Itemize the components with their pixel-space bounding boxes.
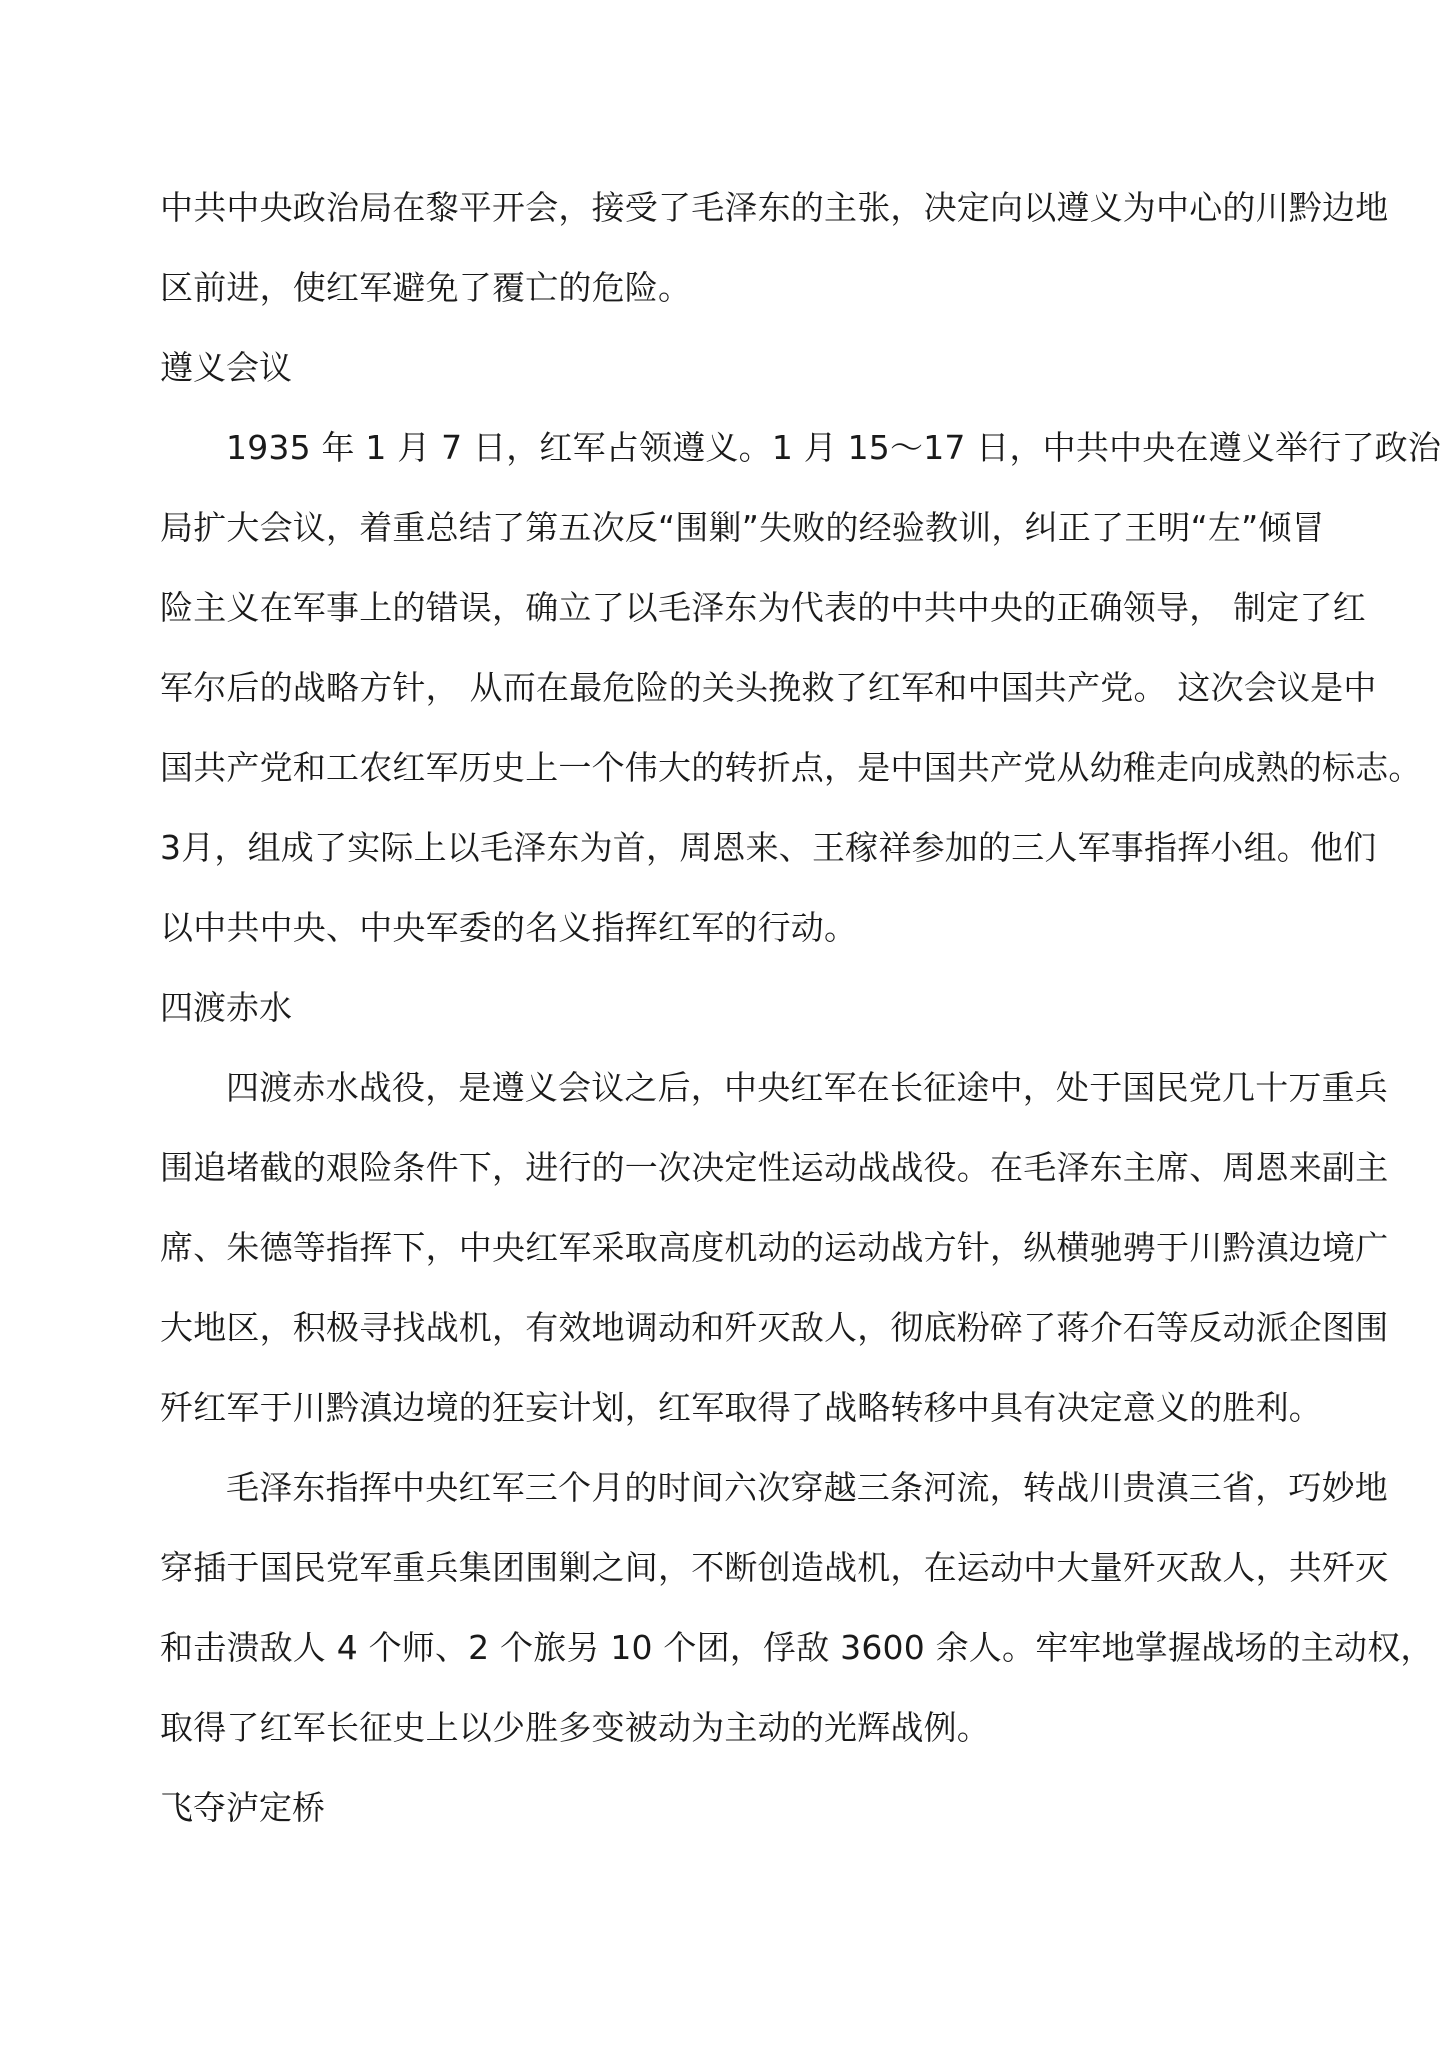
text-line: 和击溃敌人 4 个师、2 个旅另 10 个团，俘敌 3600 余人。牢牢地掌握战场的主动权， xyxy=(160,1628,1434,1667)
text-line: 局扩大会议，着重总结了第五次反“围剿”失败的经验教训，纠正了王明“左”倾冒 xyxy=(160,508,1325,547)
paragraph-zunyi xyxy=(160,408,1442,968)
text-line: 席、朱德等指挥下，中央红军采取高度机动的运动战方针，纵横驰骋于川黔滇边境广 xyxy=(160,1228,1389,1267)
text-line: 险主义在军事上的错误，确立了以毛泽东为代表的中共中央的正确领导， 制定了红 xyxy=(160,588,1366,627)
paragraph-intro xyxy=(160,168,1389,328)
text-line: 以中共中央、中央军委的名义指挥红军的行动。 xyxy=(160,908,858,947)
section-heading-luding: 飞夺泸定桥 xyxy=(160,1788,325,1827)
text-line: 围追堵截的艰险条件下，进行的一次决定性运动战战役。在毛泽东主席、周恩来副主 xyxy=(160,1148,1389,1187)
text-line: 区前进，使红军避免了覆亡的危险。 xyxy=(160,268,692,307)
text-line: 国共产党和工农红军历史上一个伟大的转折点，是中国共产党从幼稚走向成熟的标志。 xyxy=(160,748,1422,787)
text-line: 3月，组成了实际上以毛泽东为首，周恩来、王稼祥参加的三人军事指挥小组。他们 xyxy=(160,828,1377,867)
document-body xyxy=(160,168,1442,1848)
paragraph-chishui-1 xyxy=(160,1048,1389,1448)
text-line: 军尔后的战略方针， 从而在最危险的关头挽救了红军和中国共产党。 这次会议是中 xyxy=(160,668,1377,707)
text-line: 中共中央政治局在黎平开会，接受了毛泽东的主张，决定向以遵义为中心的川黔边地 xyxy=(160,188,1389,227)
text-line: 毛泽东指挥中央红军三个月的时间六次穿越三条河流，转战川贵滇三省，巧妙地 xyxy=(226,1468,1388,1507)
section-heading-chishui: 四渡赤水 xyxy=(160,988,292,1027)
text-line: 穿插于国民党军重兵集团围剿之间，不断创造战机，在运动中大量歼灭敌人，共歼灭 xyxy=(160,1548,1389,1587)
text-line: 四渡赤水战役，是遵义会议之后，中央红军在长征途中，处于国民党几十万重兵 xyxy=(226,1068,1388,1107)
text-line: 取得了红军长征史上以少胜多变被动为主动的光辉战例。 xyxy=(160,1708,990,1747)
section-heading-zunyi: 遵义会议 xyxy=(160,348,292,387)
text-line: 1935 年 1 月 7 日，红军占领遵义。1 月 15～17 日，中共中央在遵义举行了政治 xyxy=(226,428,1442,467)
paragraph-chishui-2 xyxy=(160,1448,1434,1768)
text-line: 歼红军于川黔滇边境的狂妄计划，红军取得了战略转移中具有决定意义的胜利。 xyxy=(160,1388,1322,1427)
text-line: 大地区，积极寻找战机，有效地调动和歼灭敌人，彻底粉碎了蒋介石等反动派企图围 xyxy=(160,1308,1389,1347)
